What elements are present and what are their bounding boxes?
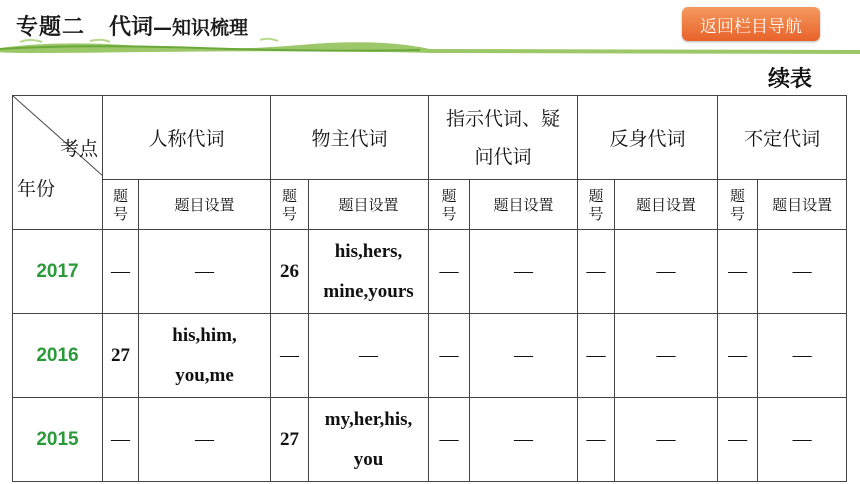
- subheader-question-setting: 题目设置: [309, 180, 429, 230]
- question-number-cell: —: [578, 230, 615, 314]
- corner-header-cell: [13, 96, 103, 230]
- question-setting-cell: —: [309, 314, 429, 398]
- category-header: 反身代词: [578, 96, 718, 180]
- table-row: [13, 314, 847, 398]
- question-setting-cell: —: [615, 398, 718, 482]
- setting-line: his,him,: [172, 324, 237, 346]
- question-number-cell: —: [718, 398, 758, 482]
- subheader-char: 题: [588, 186, 604, 205]
- question-number-cell: —: [718, 314, 758, 398]
- question-setting-cell: —: [615, 230, 718, 314]
- subheader-char: 号: [730, 204, 746, 223]
- subheader-char: 题: [441, 186, 457, 205]
- subheader-question-setting: 题目设置: [615, 180, 718, 230]
- category-line: 指示代词、疑: [446, 107, 561, 130]
- subheader-question-number: [103, 180, 139, 230]
- back-to-nav-button[interactable]: 返回栏目导航: [682, 7, 820, 41]
- subheader-question-number: [718, 180, 758, 230]
- question-number-cell: —: [718, 230, 758, 314]
- setting-line: you: [353, 448, 384, 470]
- subheader-question-number: [429, 180, 470, 230]
- setting-line: his,hers,: [334, 240, 403, 262]
- setting-line: you,me: [175, 364, 234, 386]
- subheader-char: 号: [282, 204, 298, 223]
- question-setting-cell: [309, 230, 429, 314]
- question-number-cell: —: [103, 398, 139, 482]
- question-number-cell: 27: [103, 314, 139, 398]
- question-number-cell: 27: [271, 398, 309, 482]
- question-setting-cell: —: [139, 230, 271, 314]
- subheader-char: 号: [112, 204, 128, 223]
- question-setting-cell: —: [615, 314, 718, 398]
- category-header: 人称代词: [103, 96, 271, 180]
- table-row: [13, 230, 847, 314]
- subheader-char: 题: [112, 186, 128, 205]
- subheader-question-setting: 题目设置: [470, 180, 578, 230]
- question-setting-cell: [309, 398, 429, 482]
- setting-line: my,her,his,: [324, 408, 413, 430]
- question-setting-cell: —: [470, 230, 578, 314]
- question-number-cell: 26: [271, 230, 309, 314]
- year-cell: 2017: [13, 230, 103, 314]
- question-number-cell: —: [429, 398, 470, 482]
- question-number-cell: —: [578, 398, 615, 482]
- question-number-cell: —: [271, 314, 309, 398]
- question-setting-cell: —: [758, 230, 847, 314]
- title-main: 专题二: [16, 15, 86, 40]
- title-topic: 代词: [109, 15, 154, 40]
- question-number-cell: —: [578, 314, 615, 398]
- question-setting-cell: [139, 314, 271, 398]
- subheader-question-setting: 题目设置: [139, 180, 271, 230]
- setting-line: mine,yours: [323, 280, 414, 302]
- corner-bottom-label: 年份: [17, 178, 56, 200]
- question-setting-cell: —: [758, 398, 847, 482]
- header: [0, 0, 860, 48]
- subheader-question-number: [271, 180, 309, 230]
- question-setting-cell: —: [470, 398, 578, 482]
- category-header: 物主代词: [271, 96, 429, 180]
- pronoun-table: [12, 95, 847, 482]
- subheader-char: 号: [441, 204, 457, 223]
- title-dash: —: [153, 17, 173, 39]
- question-setting-cell: —: [139, 398, 271, 482]
- question-number-cell: —: [103, 230, 139, 314]
- table-row: [13, 398, 847, 482]
- subheader-char: 题: [730, 186, 746, 205]
- continued-label: 续表: [768, 67, 813, 92]
- question-setting-cell: —: [470, 314, 578, 398]
- year-cell: 2016: [13, 314, 103, 398]
- category-header: 不定代词: [718, 96, 847, 180]
- subheader-char: 题: [282, 186, 298, 205]
- question-setting-cell: —: [758, 314, 847, 398]
- question-number-cell: —: [429, 230, 470, 314]
- category-header: [429, 96, 578, 180]
- year-cell: 2015: [13, 398, 103, 482]
- subheader-question-number: [578, 180, 615, 230]
- subheader-question-setting: 题目设置: [758, 180, 847, 230]
- title-small: 知识梳理: [172, 17, 249, 39]
- category-line: 问代词: [474, 145, 532, 168]
- diagonal-line: [13, 96, 103, 229]
- subheader-char: 号: [588, 204, 604, 223]
- question-number-cell: —: [429, 314, 470, 398]
- corner-top-label: 考点: [59, 138, 98, 160]
